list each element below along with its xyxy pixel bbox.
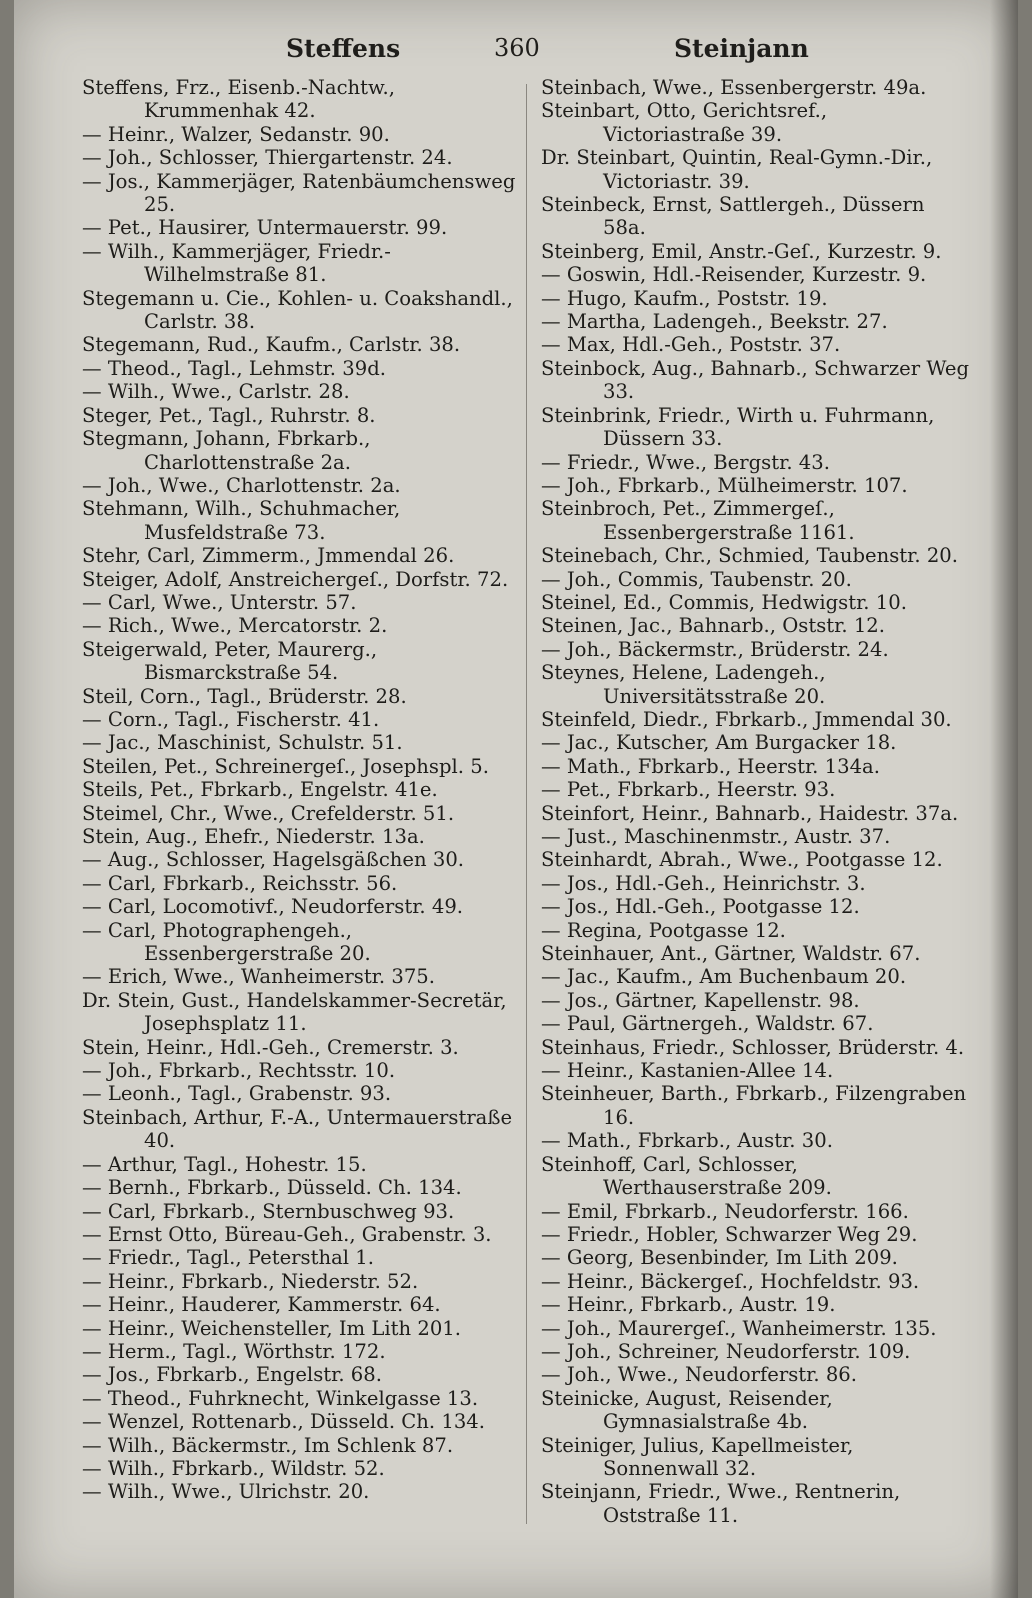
directory-entry: — Wilh., Bäckermstr., Im Schlenk 87.	[82, 1433, 454, 1457]
directory-entry: Stegmann, Johann, Fbrkarb., Charlottenstraße 2a.	[82, 427, 371, 474]
directory-entry: Steinbeck, Ernst, Sattlergeh., Düssern 58a.	[541, 193, 925, 240]
directory-entry: Steynes, Helene, Ladengeh., Universitätsstraße 20.	[541, 661, 826, 708]
directory-entry: Steinbrink, Friedr., Wirth u. Fuhrmann, Düssern 33.	[541, 403, 935, 451]
directory-entry: — Friedr., Hobler, Schwarzer Weg 29.	[541, 1222, 918, 1246]
directory-entry: — Arthur, Tagl., Hohestr. 15.	[82, 1152, 367, 1176]
column-divider	[526, 84, 527, 1524]
directory-entry: Stein, Heinr., Hdl.-Geh., Cremerstr. 3.	[82, 1035, 459, 1059]
directory-entry: Steger, Pet., Tagl., Ruhrstr. 8.	[82, 403, 376, 427]
directory-entry: Steinhauer, Ant., Gärtner, Waldstr. 67.	[541, 942, 921, 966]
directory-entry: Steinberg, Emil, Anstr.-Geſ., Kurzestr. 9.	[541, 239, 942, 263]
directory-entry: — Heinr., Bäckergeſ., Hochfeldstr. 93.	[541, 1269, 920, 1293]
directory-entry: — Joh., Wwe., Neudorferstr. 86.	[541, 1363, 858, 1387]
directory-entry: Stegemann u. Cie., Kohlen- u. Coakshandl., Carlstr. 38.	[82, 286, 513, 334]
directory-entry: — Jac., Maschinist, Schulstr. 51.	[82, 731, 403, 755]
directory-entry: Steinfeld, Diedr., Fbrkarb., Jmmendal 30.	[541, 707, 952, 731]
directory-entry: — Carl, Wwe., Unterstr. 57.	[82, 590, 357, 614]
directory-entry: — Jac., Kutscher, Am Burgacker 18.	[541, 731, 897, 755]
directory-entry: Steiger, Adolf, Anstreichergeſ., Dorfstr. 72.	[82, 567, 509, 591]
directory-entry: — Goswin, Hdl.-Reisender, Kurzestr. 9.	[541, 263, 927, 287]
directory-entry: — Wilh., Fbrkarb., Wildstr. 52.	[82, 1456, 385, 1480]
directory-entry: — Math., Fbrkarb., Austr. 30.	[541, 1129, 833, 1153]
directory-entry: — Bernh., Fbrkarb., Düsseld. Ch. 134.	[82, 1176, 462, 1200]
directory-entry: — Jos., Gärtner, Kapellenstr. 98.	[541, 988, 860, 1012]
directory-entry: — Aug., Schlosser, Hagelsgäßchen 30.	[82, 848, 465, 872]
directory-entry: Steil, Corn., Tagl., Brüderstr. 28.	[82, 684, 407, 708]
directory-entry: — Joh., Commis, Taubenstr. 20.	[541, 567, 852, 591]
directory-entry: — Jos., Fbrkarb., Engelstr. 68.	[82, 1363, 382, 1387]
directory-entry: Steinhardt, Abrah., Wwe., Pootgasse 12.	[541, 848, 943, 872]
directory-entry: — Wilh., Wwe., Ulrichstr. 20.	[82, 1480, 370, 1504]
directory-entry: Steimel, Chr., Wwe., Crefelderstr. 51.	[82, 801, 455, 825]
directory-entry: — Joh., Maurergeſ., Wanheimerstr. 135.	[541, 1316, 937, 1340]
directory-entry: — Martha, Ladengeh., Beekstr. 27.	[541, 310, 888, 334]
directory-entry: — Joh., Fbrkarb., Rechtsstr. 10.	[82, 1059, 396, 1083]
directory-entry: — Math., Fbrkarb., Heerstr. 134a.	[541, 754, 880, 778]
directory-entry: Stehr, Carl, Zimmerm., Jmmendal 26.	[82, 544, 455, 568]
directory-entry: — Carl, Photographengeh., Essenbergerstraße 20.	[82, 918, 371, 966]
directory-entry: — Carl, Fbrkarb., Sternbuschweg 93.	[82, 1199, 455, 1223]
header-left-keyword: Steffens	[286, 34, 401, 63]
directory-entry: — Joh., Schreiner, Neudorferstr. 109.	[541, 1339, 911, 1363]
directory-entry: — Hugo, Kaufm., Poststr. 19.	[541, 286, 828, 310]
directory-entry: — Pet., Fbrkarb., Heerstr. 93.	[541, 778, 836, 802]
directory-entry: — Joh., Wwe., Charlottenstr. 2a.	[82, 473, 401, 497]
directory-entry: — Wilh., Wwe., Carlstr. 28.	[82, 380, 350, 404]
directory-entry: — Jac., Kaufm., Am Buchenbaum 20.	[541, 965, 907, 989]
directory-entry: Steinbach, Wwe., Essenbergerstr. 49a.	[541, 76, 927, 99]
directory-entry: Steinfort, Heinr., Bahnarb., Haidestr. 37a.	[541, 801, 959, 825]
directory-entry: Steinhaus, Friedr., Schlosser, Brüderstr. 4.	[541, 1035, 965, 1059]
directory-entry: Dr. Steinbart, Quintin, Real-Gymn.-Dir., Victoriastr. 39.	[541, 146, 933, 193]
directory-entry: — Jos., Hdl.-Geh., Pootgasse 12.	[541, 895, 860, 919]
left-column	[82, 76, 522, 1504]
directory-entry: — Max, Hdl.-Geh., Poststr. 37.	[541, 333, 841, 357]
page-number: 360	[494, 34, 540, 62]
directory-entry: — Heinr., Fbrkarb., Niederstr. 52.	[82, 1269, 419, 1293]
directory-entry: Stehmann, Wilh., Schuhmacher, Musfeldstraße 73.	[82, 497, 401, 544]
directory-entry: — Heinr., Hauderer, Kammerstr. 64.	[82, 1293, 441, 1317]
directory-entry: Steinel, Ed., Commis, Hedwigstr. 10.	[541, 590, 907, 614]
directory-entry: — Erich, Wwe., Wanheimerstr. 375.	[82, 965, 435, 989]
directory-entry: — Carl, Fbrkarb., Reichsstr. 56.	[82, 871, 398, 895]
directory-entry: — Rich., Wwe., Mercatorstr. 2.	[82, 614, 388, 638]
directory-entry: — Jos., Kammerjäger, Ratenbäumchensweg 25.	[82, 169, 516, 217]
directory-entry: — Regina, Pootgasse 12.	[541, 918, 786, 942]
directory-entry: — Ernst Otto, Büreau-Geh., Grabenstr. 3.	[82, 1222, 492, 1246]
directory-entry: Steiniger, Julius, Kapellmeister, Sonnenwall 32.	[541, 1433, 854, 1480]
directory-entry: — Heinr., Weichensteller, Im Lith 201.	[82, 1316, 461, 1340]
directory-entry: — Carl, Locomotivf., Neudorferstr. 49.	[82, 895, 464, 919]
directory-entry: Steinbroch, Pet., Zimmergeſ., Essenbergerstraße 1161.	[541, 497, 855, 544]
directory-entry: — Heinr., Fbrkarb., Austr. 19.	[541, 1293, 836, 1317]
directory-entry: Steinbart, Otto, Gerichtsref., Victoriastraße 39.	[541, 99, 828, 146]
directory-entry: — Wenzel, Rottenarb., Düsseld. Ch. 134.	[82, 1410, 486, 1434]
directory-entry: — Joh., Schlosser, Thiergartenstr. 24.	[82, 146, 453, 170]
directory-entry: — Heinr., Kastanien-Allee 14.	[541, 1059, 834, 1083]
directory-entry: — Emil, Fbrkarb., Neudorferstr. 166.	[541, 1199, 909, 1223]
directory-entry: — Joh., Bäckermstr., Brüderstr. 24.	[541, 637, 889, 661]
directory-entry: Steinicke, August, Reisender, Gymnasialstraße 4b.	[541, 1386, 833, 1434]
directory-entry: — Joh., Fbrkarb., Mülheimerstr. 107.	[541, 473, 908, 497]
directory-entry: — Leonh., Tagl., Grabenstr. 93.	[82, 1082, 392, 1106]
directory-entry: — Friedr., Tagl., Petersthal 1.	[82, 1246, 374, 1270]
right-column	[541, 76, 973, 1527]
directory-entry: — Jos., Hdl.-Geh., Heinrichstr. 3.	[541, 871, 866, 895]
directory-entry: Stein, Aug., Ehefr., Niederstr. 13a.	[82, 825, 425, 848]
directory-entry: Steinheuer, Barth., Fbrkarb., Filzengraben 16.	[541, 1082, 967, 1129]
directory-entry: Steinbach, Arthur, F.-A., Untermauerstraße 40.	[82, 1105, 513, 1153]
directory-entry: Steinbock, Aug., Bahnarb., Schwarzer Weg 33.	[541, 356, 970, 404]
directory-entry: — Georg, Besenbinder, Im Lith 209.	[541, 1246, 898, 1270]
directory-entry: — Just., Maschinenmstr., Austr. 37.	[541, 825, 891, 848]
directory-entry: — Paul, Gärtnergeh., Waldstr. 67.	[541, 1012, 874, 1036]
directory-entry: — Heinr., Walzer, Sedanstr. 90.	[82, 122, 390, 146]
directory-entry: Steinhoff, Carl, Schlosser, Werthauserstraße 209.	[541, 1152, 832, 1200]
directory-entry: — Friedr., Wwe., Bergstr. 43.	[541, 450, 830, 474]
directory-entry: — Corn., Tagl., Fischerstr. 41.	[82, 707, 380, 731]
directory-entry: Steffens, Frz., Eisenb.-Nachtw., Krummenhak 42.	[82, 76, 395, 123]
scan-edge-shadow	[990, 0, 1018, 1598]
directory-entry: Steilen, Pet., Schreinergeſ., Josephspl. 5.	[82, 754, 489, 778]
header-right-keyword: Steinjann	[674, 34, 809, 63]
directory-entry: Steinen, Jac., Bahnarb., Oststr. 12.	[541, 614, 885, 638]
directory-entry: Dr. Stein, Gust., Handelskammer-Secretär, Josephsplatz 11.	[82, 988, 507, 1036]
directory-entry: Steils, Pet., Fbrkarb., Engelstr. 41e.	[82, 778, 438, 802]
directory-entry: — Theod., Fuhrknecht, Winkelgasse 13.	[82, 1386, 479, 1410]
directory-entry: Steigerwald, Peter, Maurerg., Bismarckstraße 54.	[82, 637, 378, 685]
page-header	[14, 30, 1018, 70]
directory-entry: — Herm., Tagl., Wörthstr. 172.	[82, 1339, 386, 1363]
directory-entry: Stegemann, Rud., Kaufm., Carlstr. 38.	[82, 333, 461, 357]
directory-entry: — Wilh., Kammerjäger, Friedr.-Wilhelmstraße 81.	[82, 239, 391, 287]
directory-page	[14, 0, 1018, 1598]
directory-entry: — Theod., Tagl., Lehmstr. 39d.	[82, 356, 386, 380]
directory-entry: — Pet., Hausirer, Untermauerstr. 99.	[82, 216, 448, 240]
directory-entry: Steinebach, Chr., Schmied, Taubenstr. 20.	[541, 544, 958, 568]
directory-entry: Steinjann, Friedr., Wwe., Rentnerin, Oststraße 11.	[541, 1480, 901, 1527]
